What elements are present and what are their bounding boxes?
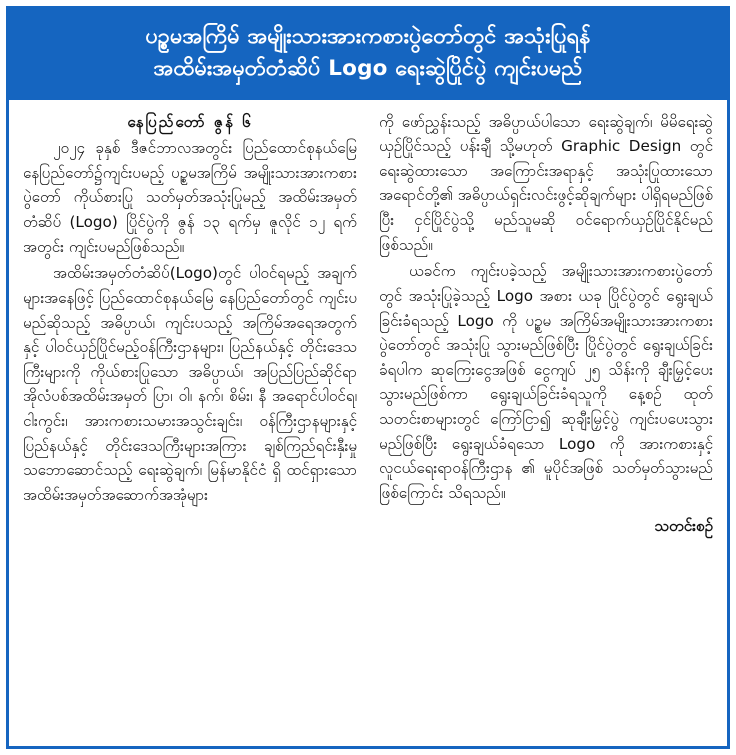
- byline: သတင်းစဉ်: [654, 516, 713, 535]
- column-spacer: [23, 510, 357, 741]
- article-body: [9, 100, 727, 747]
- headline-banner: [9, 9, 727, 100]
- article-frame: [6, 6, 730, 749]
- paragraph: အထိမ်းအမှတ်တံဆိပ်(Logo)တွင် ပါဝင်ရမည့် အချက်များအနေဖြင့် ပြည်ထောင်စုနယ်မြေ နေပြည်တော်တွင် ကျင်းပမည်ဆိုသည့် အဓိပ္ပာယ်၊ ကျင်းပသည့် အကြိမ်အရေအတွက်နှင့် ပါဝင်ယှဉ်ပြိုင်မည့်ဝန်ကြီးဌာနများ၊ ပြည်နယ်နှင့် တိုင်းဒေသကြီးများကို ကိုယ်စားပြုသော အဓိပ္ပာယ်၊ အပြည်ပြည်ဆိုင်ရာ အိုလံပစ်အထိမ်းအမှတ် ပြာ၊ ဝါ၊ နက်၊ စိမ်း၊ နီ အရောင်ပါဝင်ရ၊ ငါးကွင်း၊ အားကစားသမားအသွင်းချင်း၊ ဝန်ကြီးဌာနများနှင့် ပြည်နယ်နှင့် တိုင်းဒေသကြီးများအကြား ချစ်ကြည်ရင်းနှီးမှုသဘောဆောင်သည့် ရေးဆွဲချက်၊ မြန်မာနိုင်ငံ ရှိ ထင်ရှားသော အထိမ်းအမှတ်အဆောက်အအုံများ: [23, 264, 357, 504]
- headline-line-2: အထိမ်းအမှတ်တံဆိပ် Logo ရေးဆွဲပြိုင်ပွဲ ကျင်းပမည်: [153, 56, 583, 82]
- right-column: [379, 110, 713, 741]
- paragraph: ကို ဖော်ညွှန်းသည့် အဓိပ္ပာယ်ပါသော ရေးဆွဲချက်၊ မိမိရေးဆွဲယှဉ်ပြိုင်သည့် ပန်းချီ သို့မဟုတ် Graphic Design တွင် ရေးဆွဲထားသော အကြောင်းအရာနှင့် အသုံးပြုထားသော အရောင်တို့၏ အဓိပ္ပာယ်ရှင်းလင်းဖွင့်ဆိုချက်များ ပါရှိရမည်ဖြစ်ပြီး ငှင်ပြိုင်ပွဲသို့ မည်သူမဆို ဝင်ရောက်ယှဉ်ပြိုင်နိုင်မည်ဖြစ်သည်။: [379, 112, 713, 254]
- headline-line-1: ပဉ္စမအကြိမ် အမျိုးသားအားကစားပွဲတော်တွင် အသုံးပြုရန်: [145, 24, 591, 49]
- paragraph: ယခင်က ကျင်းပခဲ့သည့် အမျိုးသားအားကစားပွဲတော်တွင် အသုံးပြုခဲ့သည့် Logo အစား ယခု ပြိုင်ပွဲတွင် ရွေးချယ်ခြင်းခံရသည့် Logo ကို ပဉ္စမ အကြိမ်အမျိုးသားအားကစားပွဲတော်တွင် အသုံးပြု သွားမည်ဖြစ်ပြီး ပြိုင်ပွဲတွင် ရွေးချယ်ခြင်းခံရပါက ဆုကြေးငွေအဖြစ် ငွေကျပ် ၂၅ သိန်းကို ချီးမြှင့်ပေး သွားမည်ဖြစ်ကာ ရွေးချယ်ခြင်းခံရသူကို နေ့စဉ် ထုတ်သတင်းစာများတွင် ကြော်ငြာ၍ ဆုချီးမြှင့်ပွဲ ကျင်းပပေးသွားမည်ဖြစ်ပြီး ရွေးချယ်ခံရသော Logo ကို အားကစားနှင့် လူငယ်ရေးရာဝန်ကြီးဌာန ၏ မူပိုင်အဖြစ် သတ်မှတ်သွားမည်ဖြစ်ကြောင်း သိရသည်။: [379, 262, 713, 502]
- dateline: နေပြည်တော် ဇွန် ၆: [127, 112, 253, 131]
- paragraph: ၂၀၂၄ ခုနှစ် ဒီဇင်ဘာလအတွင်း ပြည်ထောင်စုနယ်မြေ နေပြည်တော်၌ကျင်းပမည့် ပဉ္စမအကြိမ် အမျိုးသားအားကစားပွဲတော် ကိုယ်စားပြု သတ်မှတ်အသုံးပြုမည့် အထိမ်းအမှတ်တံဆိပ် (Logo) ပြိုင်ပွဲကို ဇွန် ၁၃ ရက်မှ ဇူလိုင် ၁၂ ရက် အတွင်း ကျင်းပမည်ဖြစ်သည်။: [23, 139, 357, 256]
- left-column: [23, 110, 357, 741]
